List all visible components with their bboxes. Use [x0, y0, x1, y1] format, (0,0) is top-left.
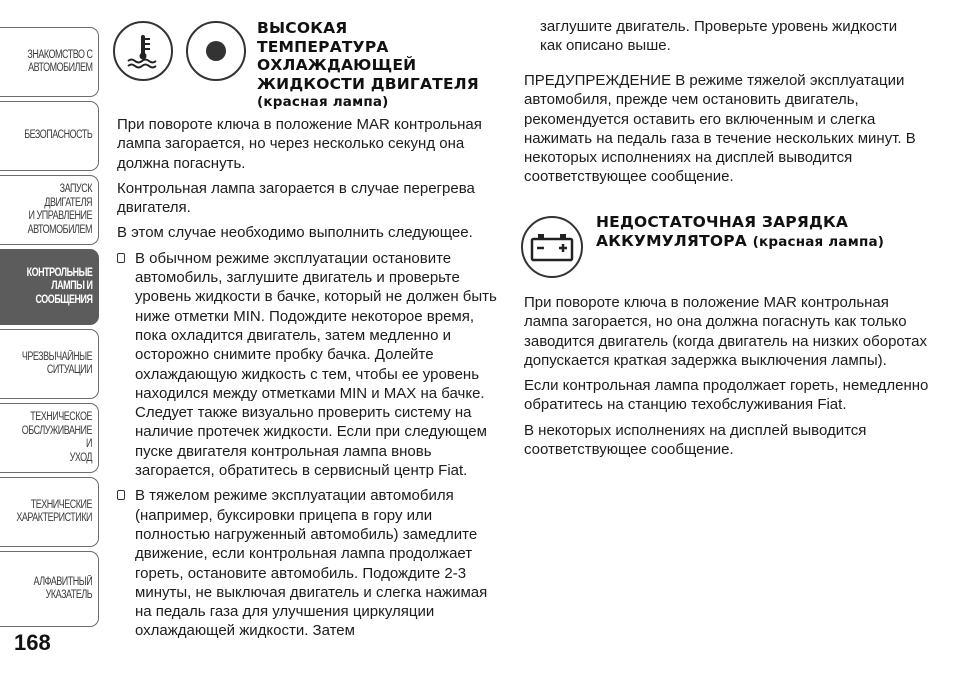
heading-line: ВЫСОКАЯ — [257, 19, 348, 37]
list-item — [117, 249, 502, 481]
coolant-lamp-frame — [113, 21, 173, 81]
paragraph: В этом случае необходимо выполнить следующее. — [117, 224, 473, 242]
tab-maintenance[interactable] — [0, 403, 99, 473]
warning-note — [524, 71, 934, 193]
heading-subtitle: (красная лампа) — [257, 94, 389, 110]
page-number: 168 — [14, 630, 51, 655]
heading-line: ОХЛАЖДАЮЩЕЙ — [257, 56, 417, 74]
chapter-tabs — [0, 0, 101, 678]
tab-starting-driving[interactable] — [0, 175, 99, 245]
paragraph: заглушите двигатель. Проверьте уровень жидкости как описано выше. — [540, 18, 898, 55]
paragraph: При повороте ключа в положение MAR контрольная лампа загорается, но она должна погаснуть как только заводится двигатель (когда двигатель на низких оборотах допускается краткая задержка выключения лампы). — [524, 294, 927, 369]
tab-label: АЛФАВИТНЫЙ УКАЗАТЕЛЬ — [33, 575, 92, 601]
tab-specifications[interactable] — [0, 477, 99, 547]
warning-dot-icon — [203, 38, 229, 64]
tab-warning-lights[interactable] — [0, 249, 99, 325]
bullet-icon — [117, 253, 125, 263]
section-body-coolant — [117, 115, 502, 647]
heading-line: ТЕМПЕРАТУРА — [257, 37, 389, 56]
section-body-battery — [524, 293, 934, 465]
tab-label: ЗНАКОМСТВО С АВТОМОБИЛЕМ — [26, 48, 92, 74]
section-heading-coolant — [257, 19, 479, 112]
tab-index[interactable] — [0, 551, 99, 627]
warning-lamp-frame — [186, 21, 246, 81]
tab-label: ЧРЕЗВЫЧАЙНЫЕ СИТУАЦИИ — [21, 350, 92, 376]
tab-emergencies[interactable] — [0, 329, 99, 399]
heading-line: ЖИДКОСТИ ДВИГАТЕЛЯ — [257, 74, 479, 93]
heading-line-text: АККУМУЛЯТОРА — [596, 231, 747, 250]
tab-label: ЗАПУСК ДВИГАТЕЛЯ И УПРАВЛЕНИЕ АВТОМОБИЛЕМ — [27, 183, 92, 236]
heading-line — [596, 232, 884, 252]
continuation-text — [540, 17, 920, 62]
list-item-text: В тяжелом режиме эксплуатации автомобиля (например, буксировки прицепа в гору или полностью нагруженный автомобиль) замедлите движение, если контрольная лампа продолжает гореть, остановите автомобиль. Подождите 2-3 минуты, не выключая двигатель и слегка нажимая на педаль газа для улучшения циркуляции охлаждающей жидкости. Затем — [135, 487, 488, 640]
paragraph: ПРЕДУПРЕЖДЕНИЕ В режиме тяжелой эксплуатации автомобиля, прежде чем остановить двигатель, рекомендуется оставить его включенным и слегка нажимать на педаль газа в течение нескольких минут. В некоторых исполнениях на дисплей выводится соответствующее сообщение. — [524, 72, 916, 186]
paragraph: Контрольная лампа загорается в случае перегрева двигателя. — [117, 179, 475, 217]
section-heading-battery — [596, 213, 884, 251]
tab-label: БЕЗОПАСНОСТЬ — [23, 129, 92, 142]
paragraph: При повороте ключа в положение MAR контрольная лампа загорается, но через несколько секунд она должна погаснуть. — [117, 116, 482, 172]
instruction-list — [117, 249, 502, 641]
coolant-temperature-icon — [123, 31, 163, 71]
list-item — [117, 486, 502, 640]
tab-safety[interactable] — [0, 101, 99, 171]
tab-label: КОНТРОЛЬНЫЕ ЛАМПЫ И СООБЩЕНИЯ — [26, 266, 92, 306]
paragraph: Если контрольная лампа продолжает гореть, немедленно обратитесь на станцию техобслуживания Fiat. — [524, 377, 929, 414]
bullet-icon — [117, 490, 125, 500]
paragraph: В некоторых исполнениях на дисплей выводится соответствующее сообщение. — [524, 421, 867, 459]
list-item-text: В обычном режиме эксплуатации остановите автомобиль, заглушите двигатель и проверьте уровень жидкости в бачке, который не должен быть ниже отметки MIN. Подождите некоторое время, пока охладится двигатель, затем медленно и осторожно снимите пробку бачка. Долейте охлаждающую жидкость с тем, чтобы ее уровень находился между отметками MIN и MAX на бачке. Следует также визуально проверить систему на наличие протечек жидкости. Если при следующем пуске двигателя контрольная лампа вновь загорается, обратитесь в сервисный центр Fiat. — [135, 249, 497, 480]
heading-subtitle: (красная лампа) — [752, 233, 885, 250]
tab-label: ТЕХНИЧЕСКИЕ ХАРАКТЕРИСТИКИ — [16, 498, 93, 524]
battery-icon — [530, 232, 574, 262]
tab-acquaintance[interactable] — [0, 27, 99, 97]
tab-label: ТЕХНИЧЕСКОЕ ОБСЛУЖИВАНИЕ И УХОД — [21, 411, 93, 464]
heading-line: НЕДОСТАТОЧНАЯ ЗАРЯДКА — [596, 213, 849, 231]
battery-lamp-frame — [521, 216, 583, 278]
